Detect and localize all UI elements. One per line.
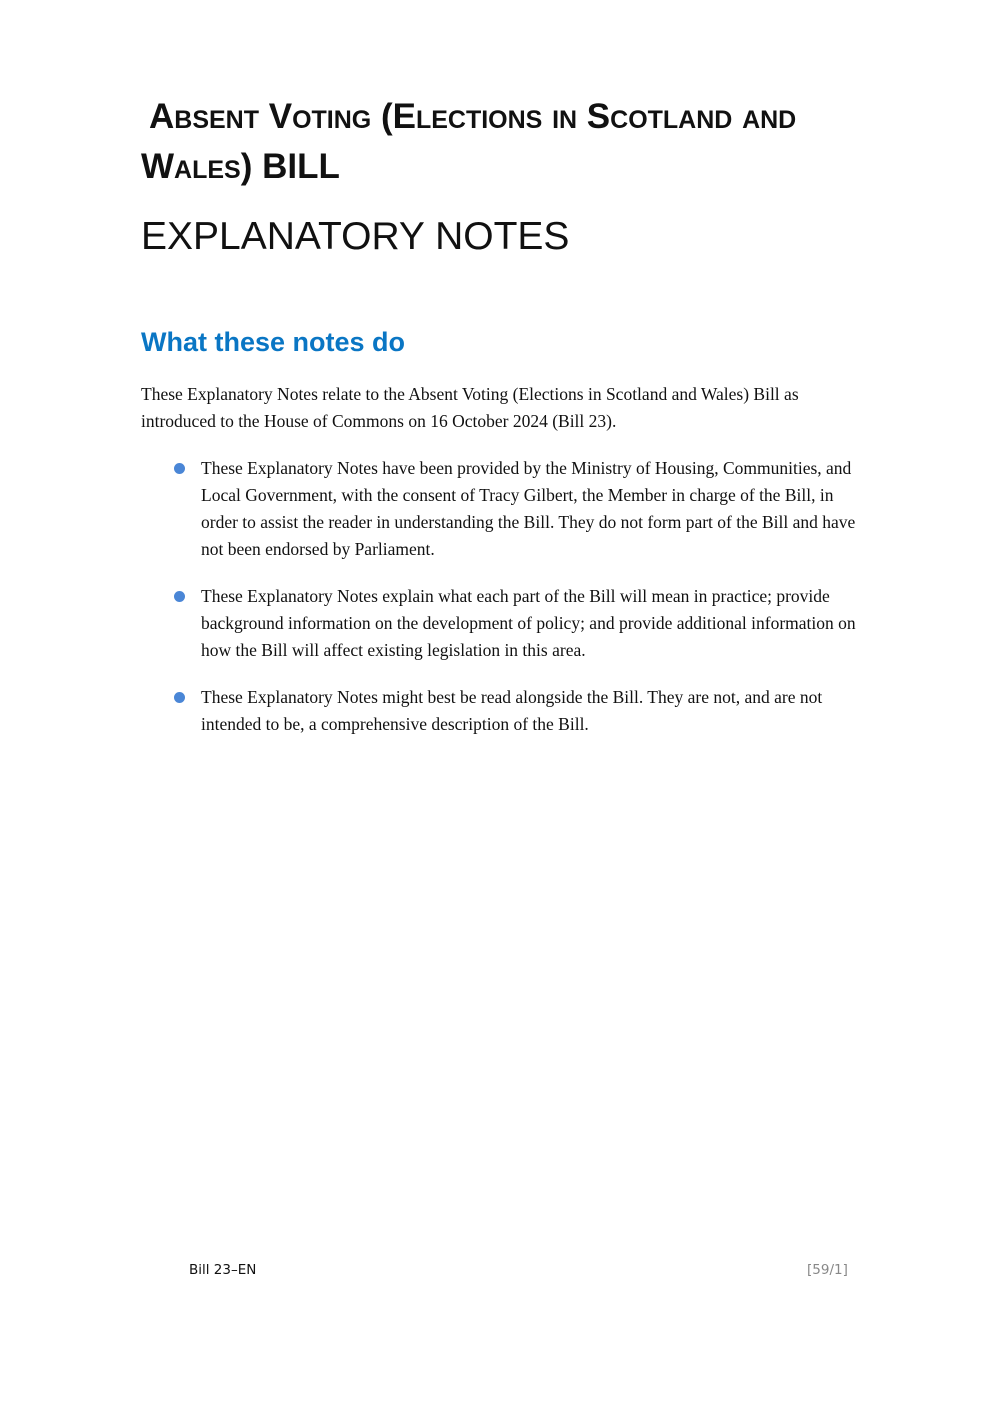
footer-bill-reference: Bill 23–EN (189, 1262, 257, 1278)
bill-title-line-1: Absent Voting (Elections in Scotland and (149, 97, 797, 136)
document-subtitle: EXPLANATORY NOTES (141, 215, 570, 258)
bullet-line: not been endorsed by Parliament. (201, 539, 435, 559)
bill-title-line-2: Wales) BILL (141, 147, 340, 186)
bullet-line: These Explanatory Notes have been provided by the Ministry of Housing, Communities, and (201, 458, 852, 478)
bullet-item (201, 455, 855, 563)
intro-line: introduced to the House of Commons on 16 October 2024 (Bill 23). (141, 411, 617, 431)
intro-paragraph (141, 381, 799, 435)
section-heading: What these notes do (141, 327, 406, 357)
bullet-line: These Explanatory Notes explain what each part of the Bill will mean in practice; provide (201, 586, 830, 606)
bullet-line: These Explanatory Notes might best be read alongside the Bill. They are not, and are not (201, 687, 823, 707)
bullet-line: Local Government, with the consent of Tracy Gilbert, the Member in charge of the Bill, in (201, 485, 834, 505)
bullet-line: background information on the development of policy; and provide additional information on (201, 613, 856, 633)
bill-title (141, 92, 901, 192)
bullet-line: intended to be, a comprehensive description of the Bill. (201, 714, 589, 734)
intro-line: These Explanatory Notes relate to the Absent Voting (Elections in Scotland and Wales) Bill as (141, 384, 799, 404)
bullet-line: order to assist the reader in understanding the Bill. They do not form part of the Bill and have (201, 512, 856, 532)
bullet-item (201, 583, 856, 664)
footer-page-reference: [59/1] (807, 1262, 848, 1278)
bullet-dot-icon (174, 463, 185, 474)
bullet-line: how the Bill will affect existing legislation in this area. (201, 640, 586, 660)
bullet-item (201, 684, 822, 738)
bullet-dot-icon (174, 591, 185, 602)
bullet-dot-icon (174, 692, 185, 703)
